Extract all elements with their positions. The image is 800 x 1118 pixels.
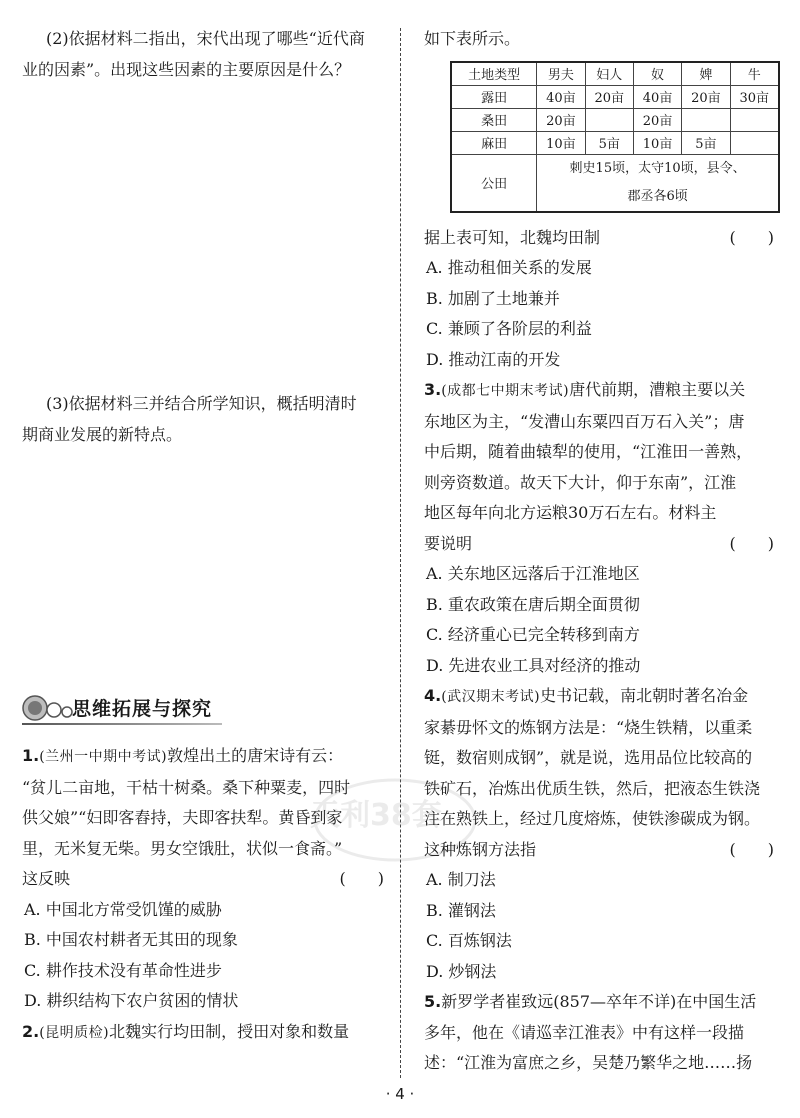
stem-text: 据上表可知，北魏均田制 [424, 227, 601, 247]
question-text-line: 铤，数宿则成钢”，就是说，选用品位比较高的 [424, 748, 753, 767]
option-b[interactable]: B. 加剧了土地兼并 [426, 288, 560, 308]
table-cell: 20亩 [633, 108, 681, 131]
stem-text: 这反映 [22, 869, 71, 888]
question-source: (武汉期末考试) [441, 689, 541, 705]
table-cell [730, 108, 779, 131]
table-cell [585, 108, 633, 131]
table-cell: 20亩 [585, 85, 633, 108]
option-d[interactable]: D. 耕织结构下农户贫困的情状 [24, 991, 239, 1010]
question-number: 4. [424, 686, 442, 705]
table-header-cell: 牛 [730, 62, 779, 86]
table-cell: 公田 [451, 154, 537, 212]
table-cell [730, 131, 779, 154]
stem-text: 这种炼钢方法指 [424, 839, 537, 859]
table-header-cell: 奴 [633, 62, 681, 86]
question-stem-end [424, 835, 780, 866]
table-cell: 5亩 [682, 131, 730, 154]
question-text-line: 如下表所示。 [424, 29, 521, 48]
table-cell-public [537, 154, 779, 212]
table-cell: 40亩 [633, 85, 681, 108]
question-text-line: 中后期，随着曲辕犁的使用，“江淮田一善熟， [424, 442, 753, 461]
question-text-line: 则旁资数道。故天下大计，仰于东南”，江淮 [424, 472, 737, 492]
question-text: 唐代前期，漕粮主要以关 [569, 380, 746, 399]
question-text: 新罗学者崔致远(857—卒年不详)在中国生活 [441, 992, 757, 1011]
option-a[interactable]: A. 中国北方常受饥馑的威胁 [24, 899, 222, 919]
table-cell: 麻田 [451, 131, 537, 154]
answer-bracket[interactable]: ( ) [729, 533, 774, 553]
table-row [451, 85, 779, 108]
q3-sub-line-2: 期商业发展的新特点。 [22, 424, 183, 444]
option-c[interactable]: C. 百炼钢法 [426, 931, 512, 950]
question-3-first-line [424, 375, 780, 407]
section-header [22, 689, 390, 729]
question-text: 史书记载，南北朝时著名冶金 [540, 686, 749, 705]
table-cell: 20亩 [537, 108, 585, 131]
answer-bracket[interactable]: ( ) [729, 839, 774, 859]
question-5-first-line [424, 987, 780, 1018]
option-d[interactable]: D. 推动江南的开发 [426, 349, 561, 369]
question-text-line: 铁矿石，冶炼出优质生铁，然后，把液态生铁浇 [424, 778, 761, 798]
page-number: · 4 · [385, 1085, 415, 1103]
question-number: 1. [22, 746, 40, 765]
land-allocation-table [450, 61, 780, 213]
question-stem-end [22, 864, 390, 895]
question-text: 北魏实行均田制，授田对象和数量 [109, 1021, 350, 1041]
option-c[interactable]: C. 兼顾了各阶层的利益 [426, 319, 592, 338]
option-a[interactable]: A. 关东地区远落后于江淮地区 [426, 564, 640, 583]
question-source: (成都七中期末考试) [441, 383, 570, 399]
option-d[interactable]: D. 炒钢法 [426, 961, 497, 981]
table-header-cell: 妇人 [585, 62, 633, 86]
answer-bracket[interactable]: ( ) [729, 227, 774, 247]
right-column [424, 24, 780, 1079]
question-text-line: 注在熟铁上，经过几度熔炼，使铁渗碳成为钢。 [424, 809, 761, 828]
question-text-line: 里，无米复无柴。男女空饿肚，状似一食斋。” [22, 838, 343, 858]
question-source: (昆明质检) [39, 1024, 110, 1041]
table-cell: 10亩 [537, 131, 585, 154]
public-line: 郡丞各6顷 [627, 188, 688, 204]
option-a[interactable]: A. 推动租佃关系的发展 [426, 258, 592, 277]
option-b[interactable]: B. 中国农村耕者无其田的现象 [24, 930, 238, 949]
stem-text: 要说明 [424, 533, 473, 553]
table-cell: 30亩 [730, 85, 779, 108]
question-text-line: 多年，他在《请巡幸江淮表》中有这样一段描 [424, 1022, 745, 1042]
left-column [22, 24, 390, 1048]
table-cell: 桑田 [451, 108, 537, 131]
question-text-line: 家綦毋怀文的炼钢方法是：“烧生铁精，以重柔 [424, 717, 753, 737]
question-number: 5. [424, 992, 442, 1011]
q3-sub-line-1: (3)依据材料三并结合所学知识，概括明清时 [46, 394, 357, 413]
option-b[interactable]: B. 重农政策在唐后期全面贯彻 [426, 594, 640, 614]
option-d[interactable]: D. 先进农业工具对经济的推动 [426, 655, 641, 675]
answer-space [22, 450, 390, 689]
table-header-cell: 土地类型 [451, 62, 537, 86]
table-header-cell: 婢 [682, 62, 730, 86]
watermark-text: 天利38套 [310, 798, 442, 833]
question-1-first-line [22, 741, 390, 773]
answer-space [22, 85, 390, 389]
option-b[interactable]: B. 灌钢法 [426, 900, 496, 920]
table-cell: 露田 [451, 85, 537, 108]
question-text-line: 述：“江淮为富庶之乡，吴楚乃繁华之地……扬 [424, 1053, 753, 1072]
question-stem-end [424, 223, 780, 254]
q2-sub-line-2: 业的因素”。出现这些因素的主要原因是什么？ [22, 59, 351, 79]
section-title: 思维拓展与探究 [72, 698, 213, 720]
section-underline [22, 723, 222, 725]
question-text-line: 地区每年向北方运粮30万石左右。材料主 [424, 503, 717, 522]
question-2-first-line [22, 1017, 390, 1049]
option-a[interactable]: A. 制刀法 [426, 870, 496, 889]
question-text-line: “贫儿二亩地，干枯十树桑。桑下种粟麦，四时 [22, 777, 351, 797]
question-text-line: 供父娘”“妇即客舂持，夫即客扶犁。黄昏到家 [22, 808, 343, 827]
question-number: 2. [22, 1021, 40, 1041]
table-cell: 20亩 [682, 85, 730, 108]
table-header-cell: 男夫 [537, 62, 585, 86]
question-text: 敦煌出土的唐宋诗有云： [167, 746, 344, 765]
question-4-first-line [424, 681, 780, 713]
q2-sub-line-1: (2)依据材料二指出，宋代出现了哪些“近代商 [46, 29, 365, 48]
column-divider [400, 28, 401, 1078]
question-stem-end [424, 529, 780, 560]
table-cell [682, 108, 730, 131]
option-c[interactable]: C. 经济重心已完全转移到南方 [426, 625, 640, 644]
table-cell: 40亩 [537, 85, 585, 108]
table-cell: 5亩 [585, 131, 633, 154]
table-row [451, 131, 779, 154]
table-header-row [451, 62, 779, 86]
table-cell: 10亩 [633, 131, 681, 154]
option-c[interactable]: C. 耕作技术没有革命性进步 [24, 960, 222, 980]
question-number: 3. [424, 380, 442, 399]
question-text-line: 东地区为主，“发漕山东粟四百万石入关”；唐 [424, 411, 745, 431]
answer-bracket[interactable]: ( ) [339, 869, 384, 888]
question-source: (兰州一中期中考试) [39, 749, 168, 765]
table-row [451, 108, 779, 131]
public-line: 刺史15顷，太守10顷，县令、 [569, 160, 746, 176]
table-row [451, 154, 779, 212]
